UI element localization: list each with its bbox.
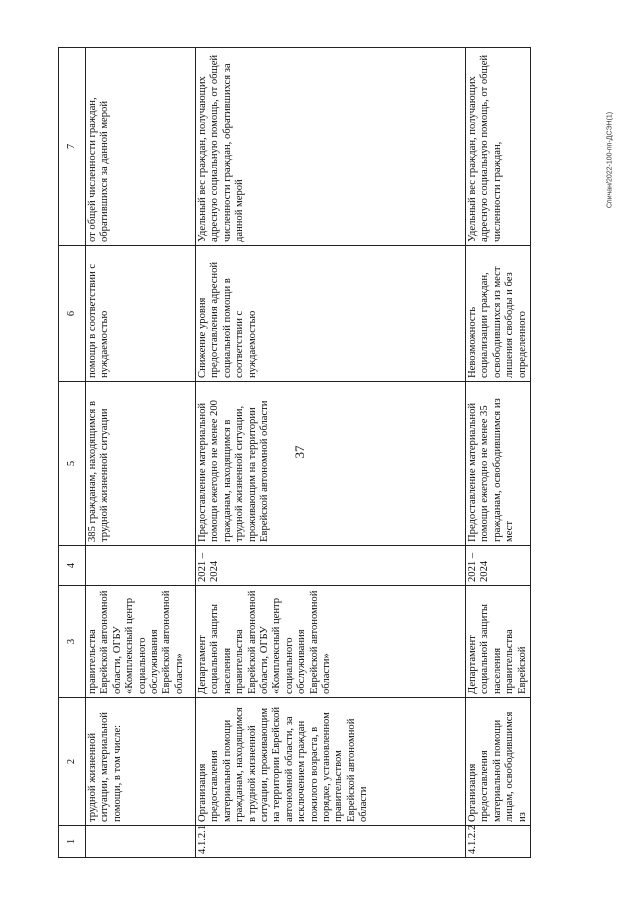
cell-number: 4.1.2.1 [196, 826, 466, 858]
table-row [196, 48, 466, 858]
cell-period [86, 546, 196, 586]
cell-executor: правительства Еврейской автономной области, ОГБУ «Комплексный центр социального обслуживания Еврейской автономной области» [86, 586, 196, 698]
header-col-6: 6 [59, 246, 86, 382]
cell-period: 2021 – 2024 [196, 546, 466, 586]
table-row [466, 48, 531, 858]
cell-indicator: Удельный вес граждан, получающих адресную социальную помощь, от общей численности граждан, [466, 48, 531, 246]
cell-period: 2021 – 2024 [466, 546, 531, 586]
header-col-2: 2 [59, 698, 86, 826]
header-col-1: 1 [59, 826, 86, 858]
cell-indicator: от общей численности граждан, обратившихся за данной мерой [86, 48, 196, 246]
cell-measure: трудной жизненной ситуации, материальной помощи, в том числе: [86, 698, 196, 826]
header-col-7: 7 [59, 48, 86, 246]
cell-indicator: Удельный вес граждан, получающих адресную социальную помощь, от общей численности граждан, обратившихся за данной мерой [196, 48, 466, 246]
rotated-table-container [58, 48, 528, 858]
cell-result: Предоставление материальной помощи ежегодно не менее 200 гражданам, находящимся в трудной жизненной ситуации, проживающим на территории Еврейской автономной области [196, 382, 466, 546]
cell-number: 4.1.2.2 [466, 826, 531, 858]
cell-consequence: Невозможность социализации граждан, освободившихся из мест лишения свободы и без определенного [466, 246, 531, 382]
cell-measure: Организация предоставления материальной помощи гражданам, находящимся в трудной жизненной ситуации, проживающим на территории Еврейской автономной области, за исключением граждан пожилого возраста, в порядке, установленном правительством Еврейской автономной области [196, 698, 466, 826]
header-col-3: 3 [59, 586, 86, 698]
header-col-5: 5 [59, 382, 86, 546]
cell-result: Предоставление материальной помощи ежегодно не менее 35 гражданам, освободившимся из мест [466, 382, 531, 546]
cell-executor: Департамент социальной защиты населения правительства Еврейской автономной области, ОГБУ «Комплексный центр социального обслуживания Еврейской автономной области» [196, 586, 466, 698]
cell-result: 385 гражданам, находящимся в трудной жизненной ситуации [86, 382, 196, 546]
table-row [86, 48, 196, 858]
cell-number [86, 826, 196, 858]
header-col-4: 4 [59, 546, 86, 586]
program-measures-table [58, 47, 531, 858]
cell-measure: Организация предоставления материальной помощи лицам, освободившимся из [466, 698, 531, 826]
header-row [59, 48, 86, 858]
cell-executor: Департамент социальной защиты населения правительства Еврейской [466, 586, 531, 698]
cell-consequence: Снижение уровня предоставления адресной социальной помощи в соответствии с нуждаемостью [196, 246, 466, 382]
cell-consequence: помощи в соответствии с нуждаемостью [86, 246, 196, 382]
